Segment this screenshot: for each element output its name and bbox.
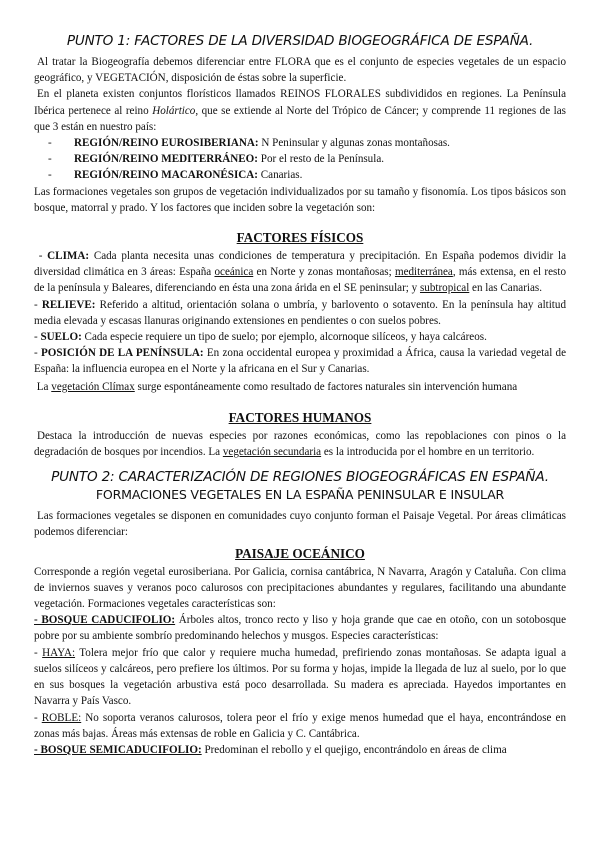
formations-paragraph: Las formaciones vegetales son grupos de vegetación individualizados por su tamaño y fisonomía. Los tipos básicos son bosque, matorral y prado. Y los factores que inciden sobre la vegetación son: [34, 185, 566, 214]
punto1-intro-flora: Al tratar la Biogeografía debemos diferenciar entre FLORA que es el conjunto de especies vegetales de un espacio geográfico, y VEGETACIÓN, disposición de éstas sobre la superficie. [34, 56, 566, 85]
clima-text-1: Cada planta necesita unas condiciones de temperatura y precipitación. En España podemos dividir la diversidad climática en 3 áreas: España [34, 250, 566, 279]
clima-paragraph: - CLIMA: Cada planta necesita unas condiciones de temperatura y precipitación. En España podemos dividir la diversidad climática en 3 áreas: España oceánica en Norte y zonas montañosas; mediterránea, más extensa, en el resto de la península y Baleares, diferenciando en ésta una zona árida en el SE peninsular; y subtropical en las Canarias. [34, 250, 566, 295]
roble-paragraph: - ROBLE: No soporta veranos calurosos, tolera peor el frío y exige menos humedad que el haya, encontrándose en zonas más bajas. Áreas más extensas de roble en Galicia y C. Cantábrica. [34, 711, 566, 740]
humanos-paragraph [34, 428, 566, 460]
oceanica-term: oceánica [214, 266, 254, 279]
punto2-subtitle: FORMACIONES VEGETALES EN LA ESPAÑA PENINSULAR E INSULAR [95, 487, 505, 503]
clima-text-4: en las Canarias. [469, 282, 542, 295]
humanos-text-b: es la introducida por el hombre en un territorio. [321, 446, 535, 459]
suelo-label: SUELO: [40, 331, 82, 344]
relieve-paragraph: - RELIEVE: Referido a altitud, orientación solana o umbría, y barlovento o sotavento. En la península hay altitud media elevada y escasas llanuras originando extensiones en pendientes o con suelos pobres. [34, 298, 566, 327]
caducifolio-text: Árboles altos, tronco recto y liso y hoja grande que cae en otoño, con un sotobosque pobre por su ambiente sombrío predominando helechos y musgos. Especies características: [34, 614, 566, 643]
roble-label: ROBLE: [41, 711, 82, 724]
paisaje-oceanico-heading: PAISAJE OCEÁNICO [235, 545, 365, 561]
punto1-title: PUNTO 1: FACTORES DE LA DIVERSIDAD BIOGEOGRÁFICA DE ESPAÑA. [66, 33, 534, 49]
factores-fisicos-heading: FACTORES FÍSICOS [236, 230, 364, 246]
posicion-text: En zona occidental europea y proximidad a África, causa la variedad vegetal de España: la influencia europea en el Norte y la africana en el Sur y Canarias. [34, 347, 567, 376]
region-desc: N Peninsular y algunas zonas montañosas. [258, 137, 450, 150]
list-item [48, 167, 566, 183]
punto2-intro: Las formaciones vegetales se disponen en comunidades cuyo conjunto forman el Paisaje Vegetal. Por áreas climáticas podemos diferenciar: [34, 510, 566, 539]
relieve-label: RELIEVE: [41, 298, 96, 311]
punto1-intro-reinos [34, 86, 566, 135]
semicaducifolio-paragraph [34, 742, 566, 758]
list-item [48, 151, 566, 167]
secundaria-term: vegetación secundaria [222, 446, 322, 459]
climax-post: surge espontáneamente como resultado de factores naturales sin intervención humana [134, 380, 518, 393]
caducifolio-label: - BOSQUE CADUCIFOLIO: [34, 614, 176, 627]
factores-humanos-heading: FACTORES HUMANOS [228, 409, 372, 425]
suelo-text: Cada especie requiere un tipo de suelo; por ejemplo, alcornoque silíceos, y haya calcáreos. [81, 331, 487, 344]
clima-text-3: , más extensa, en el resto de la península y Baleares, diferenciando en ésta una zona árida en el SE peninsular; y [34, 266, 566, 295]
semicaducifolio-label: - BOSQUE SEMICADUCIFOLIO: [34, 743, 202, 756]
climax-pre: La [36, 380, 52, 393]
punto2-title: PUNTO 2: CARACTERIZACIÓN DE REGIONES BIOGEOGRÁFICAS EN ESPAÑA. [51, 469, 549, 486]
posicion-paragraph: - POSICIÓN DE LA PENÍNSULA: En zona occidental europea y proximidad a África, causa la variedad vegetal de España: la influencia europea en el Norte y la africana en el Sur y Canarias. [34, 347, 567, 376]
region-name: REGIÓN/REINO MACARONÉSICA: [74, 169, 258, 182]
reinos-text-a: En el planeta existen conjuntos florísticos llamados REINOS FLORALES subdivididos en regiones. La Península Ibérica pertenece al reino [34, 88, 566, 117]
oceanico-intro: Corresponde a región vegetal eurosiberiana. Por Galicia, cornisa cantábrica, N Navarra, Aragón y Cataluña. Con clima de inviernos suaves y veranos poco calurosos con precipitaciones abundantes y regulares, facilitando una abundante vegetación. Formaciones vegetales características son: [34, 565, 566, 611]
relieve-text: Referido a altitud, orientación solana o umbría, y barlovento o sotavento. En la península hay altitud media elevada y escasas llanuras originando extensiones en pendientes o con suelos pobres. [34, 298, 566, 327]
regions-list [34, 135, 566, 184]
reinos-text-b: , que se extiende al Norte del Trópico de Cáncer; y comprende 11 regiones de las que 3 están en nuestro país: [34, 104, 566, 133]
region-name: REGIÓN/REINO MEDITERRÁNEO: [74, 153, 258, 166]
holartico-term: Holártico [152, 104, 196, 117]
climax-paragraph [34, 379, 566, 395]
haya-label: HAYA: [42, 646, 76, 659]
region-desc: Por el resto de la Península. [258, 153, 385, 166]
subtropical-term: subtropical [419, 282, 470, 295]
posicion-label: POSICIÓN DE LA PENÍNSULA: [40, 347, 204, 360]
clima-label: CLIMA: [47, 250, 90, 263]
mediterranea-term: mediterránea [394, 266, 453, 279]
suelo-paragraph: - SUELO: Cada especie requiere un tipo de suelo; por ejemplo, alcornoque silíceos, y haya calcáreos. [34, 331, 487, 344]
region-desc: Canarias. [257, 169, 303, 182]
list-item [48, 135, 566, 151]
region-name: REGIÓN/REINO EUROSIBERIANA: [74, 137, 259, 150]
haya-paragraph: - HAYA: Tolera mejor frío que calor y requiere mucha humedad, prefiriendo zonas montañosas. Se adapta igual a suelos silíceos y calcáreos, pero prefiere los últimos. Por su forma y hojas, impide la llegada de luz al suelo, por lo que en sus bosques la vegetación arbustiva está poco desarrollada. Su madera es apreciada. Hayedos importantes en Navarra y País Vasco. [34, 646, 567, 708]
climax-term: vegetación Clímax [51, 380, 135, 393]
haya-text: Tolera mejor frío que calor y requiere mucha humedad, prefiriendo zonas montañosas. Se adapta igual a suelos silíceos y calcáreos, pero prefiere los últimos. Por su forma y hojas, impide la llegada de luz al suelo, por lo que en sus bosques la vegetación arbustiva está poco desarrollada. Su madera es apreciada. Hayedos importantes en Navarra y País Vasco. [34, 646, 567, 708]
caducifolio-paragraph [34, 612, 566, 644]
humanos-text-a: Destaca la introducción de nuevas especies por razones económicas, como las repoblaciones con pinos o la degradación de bosques por incendios. La [34, 429, 566, 459]
semicaducifolio-text: Predominan el rebollo y el quejigo, encontrándolo en áreas de clima [201, 743, 507, 756]
clima-text-2: en Norte y zonas montañosas; [253, 266, 395, 279]
roble-text: No soporta veranos calurosos, tolera peor el frío y exige menos humedad que el haya, encontrándose en zonas más bajas. Áreas más extensas de roble en Galicia y C. Cantábrica. [34, 711, 566, 740]
